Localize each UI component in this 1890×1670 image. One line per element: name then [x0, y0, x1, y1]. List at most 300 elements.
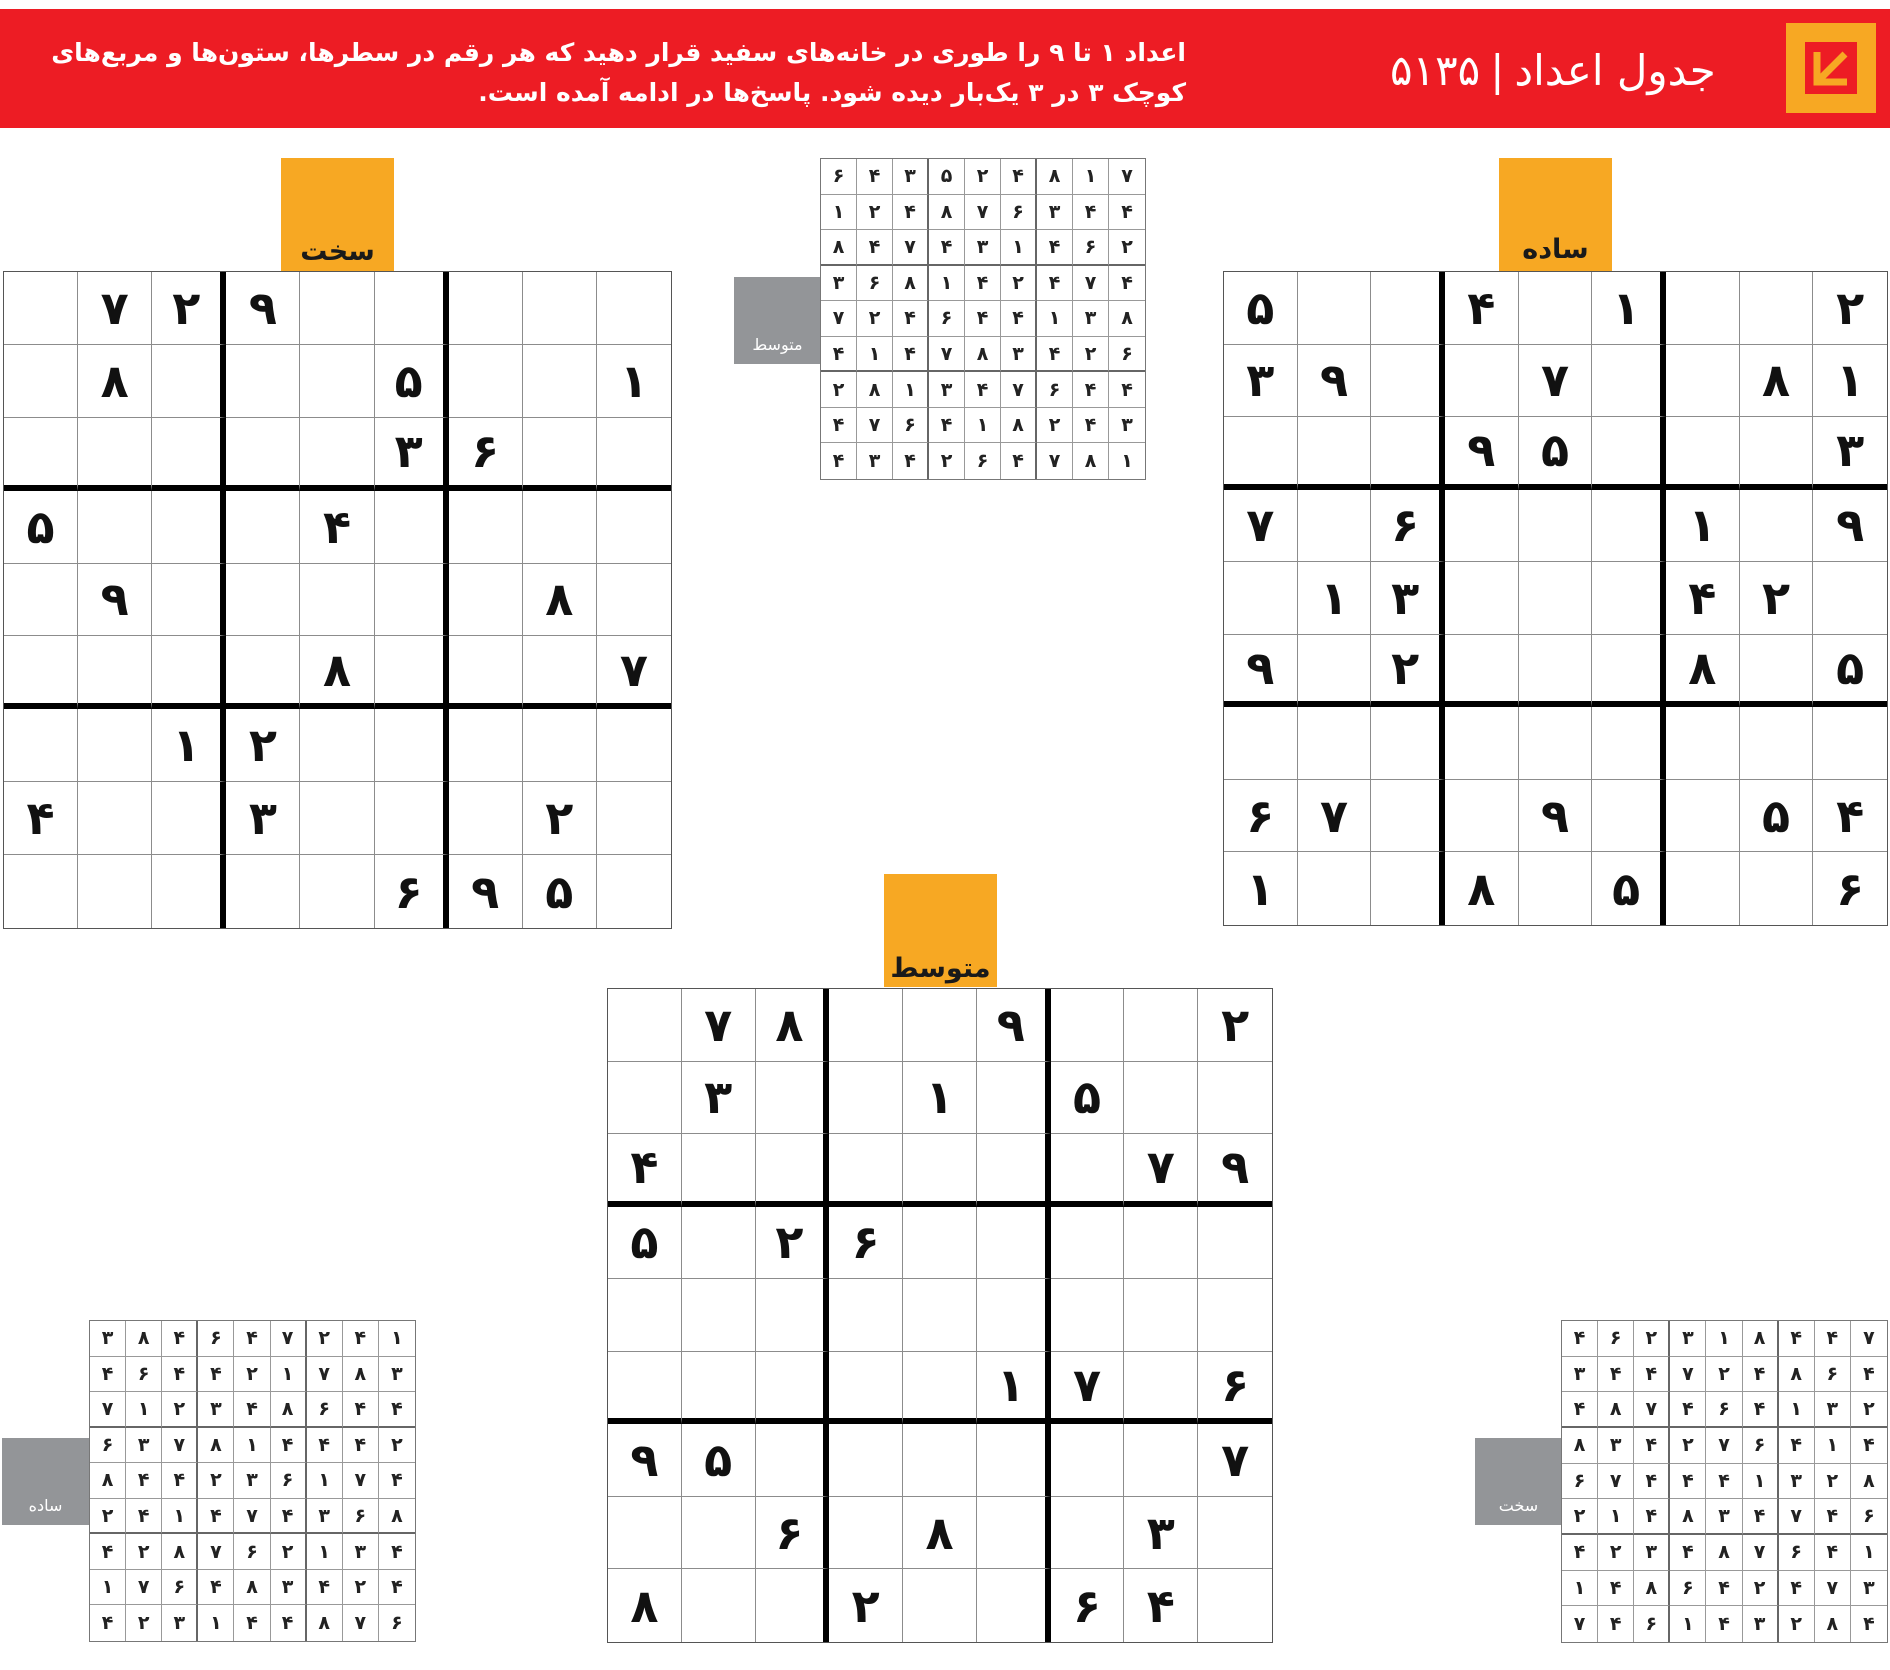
solution-cell: ۷ — [1037, 443, 1073, 479]
sudoku-cell — [1519, 707, 1593, 780]
solution-cell: ۴ — [1706, 1464, 1742, 1500]
medium-label: متوسط — [890, 953, 991, 984]
solution-cell: ۶ — [307, 1392, 343, 1428]
solution-cell: ۳ — [1001, 337, 1037, 373]
solution-cell: ۷ — [1670, 1357, 1706, 1393]
sudoku-cell — [449, 782, 523, 855]
title-block — [1390, 45, 1758, 95]
solution-cell: ۴ — [162, 1321, 198, 1357]
sudoku-cell — [1519, 490, 1593, 563]
sudoku-cell — [375, 636, 449, 709]
sudoku-cell — [682, 1134, 756, 1207]
solution-cell: ۲ — [307, 1321, 343, 1357]
sudoku-cell — [78, 709, 152, 782]
solution-cell: ۶ — [1743, 1428, 1779, 1464]
sudoku-cell: ۵ — [682, 1424, 756, 1497]
solution-cell: ۸ — [271, 1392, 307, 1428]
solution-cell: ۷ — [1743, 1535, 1779, 1571]
solution-cell: ۷ — [1562, 1606, 1598, 1642]
solution-cell: ۴ — [1779, 1428, 1815, 1464]
sudoku-cell: ۱ — [977, 1352, 1051, 1425]
solution-cell: ۶ — [1037, 372, 1073, 408]
solution-cell: ۴ — [1598, 1571, 1634, 1607]
sudoku-cell — [1666, 852, 1740, 925]
sudoku-cell — [1592, 707, 1666, 780]
solution-cell: ۲ — [929, 443, 965, 479]
sudoku-cell — [1198, 1279, 1272, 1352]
solution-cell: ۲ — [857, 195, 893, 231]
sudoku-cell — [375, 709, 449, 782]
solution-cell: ۳ — [821, 266, 857, 302]
solution-cell: ۱ — [379, 1321, 415, 1357]
solution-cell: ۴ — [1073, 195, 1109, 231]
sudoku-cell: ۹ — [1813, 490, 1887, 563]
sudoku-cell — [375, 782, 449, 855]
sudoku-cell: ۸ — [756, 989, 830, 1062]
sudoku-cell — [977, 1424, 1051, 1497]
sudoku-cell — [756, 1352, 830, 1425]
solution-cell: ۶ — [1109, 337, 1145, 373]
solution-cell: ۷ — [857, 408, 893, 444]
solution-cell: ۴ — [1706, 1571, 1742, 1607]
solution-cell: ۳ — [1779, 1464, 1815, 1500]
solution-cell: ۱ — [162, 1499, 198, 1535]
solution-cell: ۴ — [1073, 408, 1109, 444]
solution-cell: ۸ — [1670, 1499, 1706, 1535]
sudoku-cell: ۹ — [226, 272, 300, 345]
sudoku-cell: ۶ — [1198, 1352, 1272, 1425]
solution-cell: ۲ — [234, 1357, 270, 1393]
solution-cell: ۴ — [1598, 1357, 1634, 1393]
sudoku-cell: ۵ — [1592, 852, 1666, 925]
sudoku-cell: ۸ — [1445, 852, 1519, 925]
sudoku-cell: ۷ — [1224, 490, 1298, 563]
solution-cell: ۱ — [1073, 159, 1109, 195]
sudoku-cell — [300, 855, 374, 928]
medium-solution-grid — [820, 158, 1146, 480]
solution-cell: ۲ — [1743, 1571, 1779, 1607]
solution-cell: ۴ — [1634, 1428, 1670, 1464]
sudoku-cell — [977, 1134, 1051, 1207]
solution-cell: ۱ — [1706, 1321, 1742, 1357]
solution-cell: ۷ — [234, 1499, 270, 1535]
solution-cell: ۸ — [198, 1428, 234, 1464]
solution-cell: ۸ — [1001, 408, 1037, 444]
sudoku-cell — [829, 1424, 903, 1497]
sudoku-cell — [226, 636, 300, 709]
solution-cell: ۷ — [271, 1321, 307, 1357]
solution-cell: ۳ — [1562, 1357, 1598, 1393]
sudoku-cell — [1445, 707, 1519, 780]
sudoku-cell — [977, 1569, 1051, 1642]
sudoku-cell: ۳ — [1371, 562, 1445, 635]
sudoku-cell: ۲ — [829, 1569, 903, 1642]
sudoku-cell: ۵ — [1051, 1062, 1125, 1135]
solution-cell: ۷ — [126, 1570, 162, 1606]
sudoku-cell — [375, 272, 449, 345]
solution-cell: ۷ — [307, 1357, 343, 1393]
solution-cell: ۴ — [929, 230, 965, 266]
solution-cell: ۴ — [1743, 1357, 1779, 1393]
sudoku-cell — [152, 782, 226, 855]
sudoku-cell — [1124, 1279, 1198, 1352]
solution-cell: ۴ — [1863, 1613, 1875, 1636]
sudoku-cell: ۹ — [608, 1424, 682, 1497]
solution-cell: ۴ — [162, 1463, 198, 1499]
sudoku-cell: ۸ — [1740, 345, 1814, 418]
sudoku-cell: ۲ — [1198, 989, 1272, 1062]
sudoku-cell — [756, 1279, 830, 1352]
sudoku-cell — [1051, 1497, 1125, 1570]
sudoku-cell: ۲ — [1813, 272, 1887, 345]
sudoku-cell: ۵ — [1224, 272, 1298, 345]
solution-cell: ۱ — [1670, 1606, 1706, 1642]
sudoku-cell: ۲ — [1371, 635, 1445, 708]
solution-cell: ۳ — [1670, 1321, 1706, 1357]
solution-cell: ۴ — [234, 1392, 270, 1428]
sudoku-cell: ۷ — [1051, 1352, 1125, 1425]
sudoku-cell: ۴ — [1813, 780, 1887, 853]
easy-solution-grid — [89, 1320, 416, 1642]
solution-cell: ۴ — [857, 159, 893, 195]
sudoku-cell — [1124, 1062, 1198, 1135]
solution-cell: ۳ — [271, 1570, 307, 1606]
solution-cell: ۴ — [343, 1428, 379, 1464]
solution-cell: ۴ — [1562, 1321, 1598, 1357]
sudoku-cell — [1445, 490, 1519, 563]
sudoku-cell — [597, 418, 671, 491]
sudoku-cell — [829, 1134, 903, 1207]
solution-cell: ۶ — [271, 1463, 307, 1499]
sudoku-cell — [1298, 635, 1372, 708]
sudoku-cell — [1298, 490, 1372, 563]
solution-cell: ۶ — [857, 266, 893, 302]
solution-cell: ۴ — [234, 1321, 270, 1357]
solution-cell: ۴ — [929, 408, 965, 444]
sudoku-cell — [1666, 780, 1740, 853]
sudoku-cell: ۱ — [1298, 562, 1372, 635]
solution-cell: ۸ — [1634, 1571, 1670, 1607]
solution-cell: ۲ — [90, 1499, 126, 1535]
sudoku-cell — [608, 989, 682, 1062]
sudoku-cell — [1445, 562, 1519, 635]
solution-cell: ۳ — [1706, 1499, 1742, 1535]
sudoku-cell: ۸ — [903, 1497, 977, 1570]
solution-cell: ۷ — [965, 195, 1001, 231]
sudoku-cell — [300, 418, 374, 491]
solution-cell: ۳ — [857, 443, 893, 479]
sudoku-cell: ۵ — [4, 491, 78, 564]
sudoku-cell — [1592, 635, 1666, 708]
sudoku-cell: ۱ — [903, 1062, 977, 1135]
sudoku-cell: ۷ — [1519, 345, 1593, 418]
solution-cell: ۴ — [893, 195, 929, 231]
solution-cell: ۸ — [343, 1357, 379, 1393]
sudoku-cell — [608, 1062, 682, 1135]
sudoku-cell — [977, 1279, 1051, 1352]
sudoku-cell — [1371, 272, 1445, 345]
solution-cell: ۳ — [90, 1321, 126, 1357]
solution-cell: ۴ — [198, 1499, 234, 1535]
sudoku-cell: ۷ — [1124, 1134, 1198, 1207]
sudoku-cell: ۷ — [682, 989, 756, 1062]
sudoku-cell — [1051, 989, 1125, 1062]
sudoku-cell — [226, 491, 300, 564]
solution-cell: ۸ — [1109, 301, 1145, 337]
solution-cell: ۴ — [1037, 230, 1073, 266]
sudoku-cell: ۴ — [4, 782, 78, 855]
sudoku-cell: ۳ — [1813, 417, 1887, 490]
solution-cell: ۸ — [1743, 1321, 1779, 1357]
sudoku-cell — [1371, 852, 1445, 925]
sudoku-cell — [78, 418, 152, 491]
medium-solution-tab — [734, 277, 821, 364]
sudoku-cell: ۶ — [1224, 780, 1298, 853]
solution-cell: ۴ — [821, 408, 857, 444]
solution-cell: ۴ — [1001, 159, 1037, 195]
sudoku-cell — [1592, 417, 1666, 490]
sudoku-cell — [152, 418, 226, 491]
solution-cell: ۷ — [1598, 1464, 1634, 1500]
sudoku-cell — [829, 1497, 903, 1570]
sudoku-cell: ۴ — [300, 491, 374, 564]
sudoku-cell — [4, 564, 78, 637]
sudoku-cell: ۵ — [1740, 780, 1814, 853]
easy-sudoku-grid — [1223, 271, 1888, 926]
solution-cell: ۷ — [198, 1534, 234, 1570]
sudoku-cell — [4, 855, 78, 928]
solution-cell: ۲ — [198, 1463, 234, 1499]
solution-cell: ۴ — [821, 443, 857, 479]
instructions-text: اعداد ۱ تا ۹ را طوری در خانه‌های سفید قرار دهید که هر رقم در سطرها، ستون‌ها و مربع‌های کوچک ۳ در ۳ یک‌بار دیده شود. پاسخ‌ها در ادامه آمده است. — [51, 38, 1186, 107]
sudoku-cell: ۸ — [300, 636, 374, 709]
solution-cell: ۶ — [198, 1321, 234, 1357]
sudoku-cell — [78, 855, 152, 928]
sudoku-cell — [903, 1424, 977, 1497]
sudoku-cell: ۲ — [1740, 562, 1814, 635]
solution-cell: ۸ — [90, 1463, 126, 1499]
solution-cell: ۱ — [929, 266, 965, 302]
sudoku-cell: ۴ — [1445, 272, 1519, 345]
solution-cell: ۳ — [343, 1534, 379, 1570]
solution-cell: ۲ — [1037, 408, 1073, 444]
sudoku-cell — [300, 345, 374, 418]
solution-cell: ۴ — [162, 1357, 198, 1393]
solution-cell: ۸ — [162, 1534, 198, 1570]
solution-cell: ۴ — [893, 301, 929, 337]
solution-cell: ۴ — [965, 301, 1001, 337]
sudoku-cell — [597, 564, 671, 637]
solution-cell: ۸ — [126, 1321, 162, 1357]
solution-cell: ۴ — [198, 1357, 234, 1393]
solution-cell: ۸ — [1073, 443, 1109, 479]
sudoku-cell — [449, 636, 523, 709]
solution-cell: ۶ — [1706, 1392, 1742, 1428]
sudoku-cell — [903, 989, 977, 1062]
solution-cell: ۴ — [90, 1534, 126, 1570]
solution-cell: ۶ — [929, 301, 965, 337]
solution-cell: ۴ — [1779, 1321, 1815, 1357]
solution-cell: ۲ — [1815, 1464, 1851, 1500]
sudoku-cell — [1666, 707, 1740, 780]
solution-cell: ۸ — [1779, 1357, 1815, 1393]
solution-cell: ۴ — [343, 1321, 379, 1357]
sudoku-cell — [1445, 345, 1519, 418]
solution-cell: ۷ — [1109, 159, 1145, 195]
solution-cell: ۶ — [126, 1357, 162, 1393]
solution-cell: ۱ — [234, 1428, 270, 1464]
sudoku-cell: ۴ — [1666, 562, 1740, 635]
solution-cell: ۱ — [1815, 1428, 1851, 1464]
sudoku-cell — [523, 418, 597, 491]
sudoku-cell: ۴ — [1124, 1569, 1198, 1642]
sudoku-cell — [449, 491, 523, 564]
solution-cell: ۴ — [1001, 443, 1037, 479]
solution-cell: ۲ — [821, 372, 857, 408]
logo — [1786, 23, 1876, 113]
solution-cell: ۴ — [893, 337, 929, 373]
sudoku-cell — [226, 564, 300, 637]
sudoku-cell: ۶ — [375, 855, 449, 928]
sudoku-cell — [152, 345, 226, 418]
solution-cell: ۴ — [1634, 1357, 1670, 1393]
solution-cell: ۴ — [1598, 1606, 1634, 1642]
sudoku-cell — [903, 1569, 977, 1642]
solution-cell: ۱ — [965, 408, 1001, 444]
solution-cell: ۴ — [307, 1570, 343, 1606]
solution-cell: ۶ — [162, 1570, 198, 1606]
sudoku-cell — [78, 491, 152, 564]
medium-solution-tab-label: متوسط — [752, 335, 803, 354]
solution-cell: ۲ — [126, 1605, 162, 1641]
hard-solution-tab-label: سخت — [1498, 1496, 1539, 1515]
sudoku-cell: ۲ — [226, 709, 300, 782]
sudoku-cell: ۶ — [1836, 861, 1865, 916]
solution-cell: ۲ — [343, 1570, 379, 1606]
solution-cell: ۳ — [234, 1463, 270, 1499]
sudoku-cell — [1371, 417, 1445, 490]
solution-cell: ۸ — [234, 1570, 270, 1606]
solution-cell: ۴ — [126, 1499, 162, 1535]
hard-sudoku-grid — [3, 271, 672, 929]
solution-cell: ۴ — [1109, 266, 1145, 302]
solution-cell: ۲ — [379, 1428, 415, 1464]
solution-cell: ۴ — [1706, 1606, 1742, 1642]
sudoku-cell: ۱ — [152, 709, 226, 782]
solution-cell: ۳ — [162, 1605, 198, 1641]
sudoku-cell — [300, 272, 374, 345]
solution-cell: ۴ — [1815, 1535, 1851, 1571]
solution-cell: ۴ — [1562, 1535, 1598, 1571]
sudoku-cell — [608, 1352, 682, 1425]
sudoku-cell — [1740, 490, 1814, 563]
sudoku-cell: ۳ — [226, 782, 300, 855]
solution-cell: ۳ — [1109, 408, 1145, 444]
sudoku-cell — [226, 418, 300, 491]
solution-cell: ۴ — [821, 337, 857, 373]
solution-cell: ۱ — [857, 337, 893, 373]
solution-cell: ۴ — [1743, 1499, 1779, 1535]
solution-cell: ۸ — [929, 195, 965, 231]
solution-cell: ۳ — [198, 1392, 234, 1428]
solution-cell: ۷ — [893, 230, 929, 266]
solution-cell: ۷ — [343, 1605, 379, 1641]
solution-cell: ۴ — [1073, 372, 1109, 408]
easy-label: ساده — [1522, 234, 1589, 265]
sudoku-cell — [4, 636, 78, 709]
sudoku-cell: ۶ — [1371, 490, 1445, 563]
sudoku-cell: ۷ — [78, 272, 152, 345]
sudoku-cell — [1198, 1207, 1272, 1280]
sudoku-cell — [977, 1207, 1051, 1280]
sudoku-cell: ۹ — [977, 989, 1051, 1062]
sudoku-cell — [375, 564, 449, 637]
solution-cell: ۲ — [1073, 337, 1109, 373]
solution-cell: ۲ — [857, 301, 893, 337]
sudoku-cell — [1592, 780, 1666, 853]
sudoku-cell: ۷ — [597, 636, 671, 709]
sudoku-cell — [375, 491, 449, 564]
solution-cell: ۶ — [391, 1612, 403, 1635]
solution-cell: ۱ — [1779, 1392, 1815, 1428]
solution-cell: ۳ — [1634, 1535, 1670, 1571]
sudoku-cell — [152, 491, 226, 564]
solution-cell: ۸ — [1562, 1428, 1598, 1464]
sudoku-cell: ۸ — [608, 1569, 682, 1642]
solution-cell: ۴ — [1001, 301, 1037, 337]
sudoku-cell: ۸ — [523, 564, 597, 637]
solution-cell: ۶ — [1670, 1571, 1706, 1607]
sudoku-cell: ۲ — [756, 1207, 830, 1280]
solution-cell: ۲ — [1851, 1392, 1887, 1428]
solution-cell: ۲ — [1001, 266, 1037, 302]
solution-cell: ۴ — [198, 1570, 234, 1606]
sudoku-cell — [1445, 780, 1519, 853]
sudoku-cell — [597, 709, 671, 782]
solution-cell: ۴ — [1109, 372, 1145, 408]
sudoku-cell: ۵ — [608, 1207, 682, 1280]
solution-cell: ۴ — [1109, 195, 1145, 231]
solution-cell: ۳ — [307, 1499, 343, 1535]
sudoku-cell — [1124, 1424, 1198, 1497]
sudoku-cell — [829, 1352, 903, 1425]
sudoku-cell — [152, 636, 226, 709]
solution-cell: ۸ — [307, 1605, 343, 1641]
sudoku-cell — [903, 1207, 977, 1280]
sudoku-cell — [4, 709, 78, 782]
solution-cell: ۴ — [965, 372, 1001, 408]
solution-cell: ۵ — [929, 159, 965, 195]
sudoku-cell — [1740, 707, 1814, 780]
solution-cell: ۲ — [126, 1534, 162, 1570]
sudoku-cell — [1519, 852, 1593, 925]
sudoku-cell — [1051, 1134, 1125, 1207]
sudoku-cell — [597, 782, 671, 855]
solution-cell: ۷ — [343, 1463, 379, 1499]
sudoku-cell — [1224, 417, 1298, 490]
sudoku-cell — [300, 782, 374, 855]
solution-cell: ۱ — [1743, 1464, 1779, 1500]
sudoku-cell — [449, 709, 523, 782]
solution-cell: ۴ — [1851, 1357, 1887, 1393]
sudoku-cell: ۳ — [1124, 1497, 1198, 1570]
solution-cell: ۶ — [1815, 1357, 1851, 1393]
solution-cell: ۱ — [893, 372, 929, 408]
hard-solution-grid — [1561, 1320, 1888, 1643]
header-banner — [0, 9, 1890, 128]
corner-arrow-logo-icon — [1805, 42, 1857, 94]
sudoku-cell — [977, 1062, 1051, 1135]
